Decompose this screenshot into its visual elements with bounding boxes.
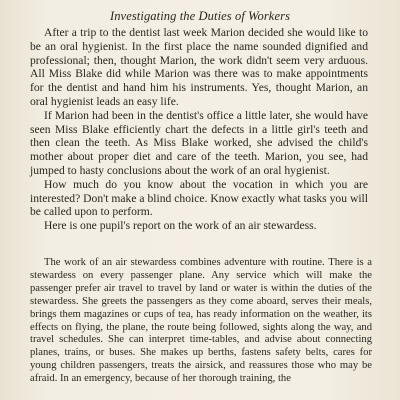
running-head: Investigating the Duties of Workers [109, 9, 291, 23]
main-text [30, 26, 368, 233]
paragraph: If Marion had been in the dentist's office a little later, she would have seen Miss Blake efficiently chart the defects in a little girl's teeth and then clean the teeth. As Miss Blake worked, she advised the child's mother about proper diet and care of the teeth. Marion, you see, had jumped to hasty conclusions about the work of an oral hygienist. [30, 108, 368, 177]
pupil-report [30, 257, 372, 386]
paragraph: How much do you know about the vocation in which you are interested? Don't make a blind choice. Know exactly what tasks you will be called upon to perform. [30, 177, 368, 219]
report-paragraph: The work of an air stewardess combines adventure with routine. There is a stewardess on every passenger plane. Any service which will make the passenger prefer air travel to travel by land or water is within the duties of the stewardess. She greets the passengers as they come aboard, serves their meals, brings them magazines or cups of tea, has ready information on the weather, its effects on flying, the plane, the route being followed, sights along the way, and travel schedules. She can interpret time-tables, and advise about connecting planes, trains, or buses. She makes up berths, fastens safety belts, cares for young children passengers, treats the airsick, and reassures those who may be afraid. In an emergency, because of her thorough training, the [30, 257, 372, 385]
paragraph: Here is one pupil's report on the work of an air stewardess. [44, 219, 317, 233]
paragraph: After a trip to the dentist last week Marion decided she would like to be an oral hygienist. In the first place the name sounded dignified and professional; then, thought Marion, the work didn't seem very arduous. All Miss Blake did while Marion was there was to make appointments for the dentist and hand him his instruments. Yes, thought Marion, an oral hygienist leads an easy life. [30, 26, 368, 108]
